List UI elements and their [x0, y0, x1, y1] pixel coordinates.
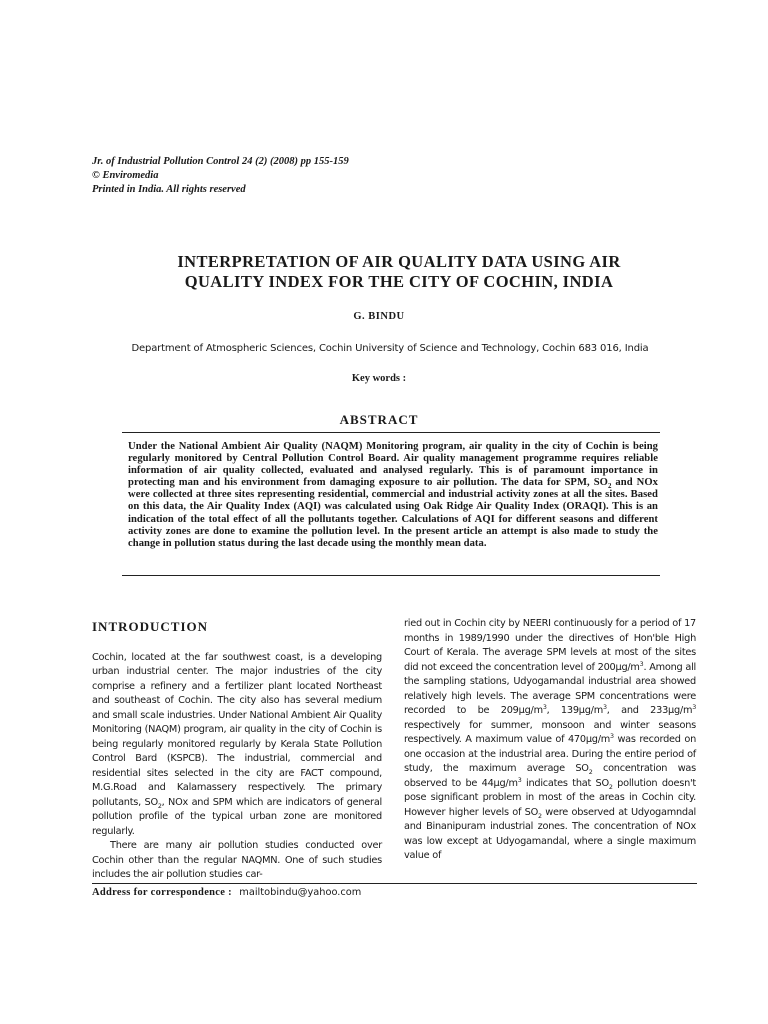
paper-title-line-1: INTERPRETATION OF AIR QUALITY DATA USING AIR [177, 252, 621, 271]
intro-p1-text-2: , NOx and SPM which are indicators of general pollution profile of the typical urban zone are monitored regularly. [92, 796, 382, 837]
abstract-heading: ABSTRACT [339, 412, 419, 427]
journal-rights: Printed in India. All rights reserved [92, 184, 246, 195]
introduction-heading: INTRODUCTION [92, 619, 209, 634]
rc-text-10: were observed at Udyogamndal and Binanipuram industrial zones. The concentration of NOx was low except at Udyogamandal, where a single maximum value of [404, 806, 697, 861]
correspondence-email[interactable]: mailtobindu@yahoo.com [239, 887, 362, 898]
right-column [404, 617, 696, 864]
intro-paragraph-1 [92, 651, 382, 840]
rc-sup-1: 3 [639, 660, 644, 668]
journal-citation: Jr. of Industrial Pollution Control 24 (2) (2008) pp 155-159 [92, 156, 349, 167]
rc-text-2: . Among all the sampling stations, Udyogamandal industrial area showed relatively high levels. The average SPM concentrations were recorded to be 209µg/m [404, 661, 696, 716]
rc-text-4: , and 233µg/m [606, 705, 693, 716]
rc-sup-2: 3 [542, 703, 547, 711]
rc-sup-4: 3 [692, 703, 696, 711]
intro-p1-sub: 2 [157, 802, 162, 810]
author-affiliation: Department of Atmospheric Sciences, Cochin University of Science and Technology, Cochin 683 016, India [131, 343, 649, 354]
abstract-text-2: and NOx were collected at three sites representing residential, commercial and industrial activity zones at all the sites. Based on this data, the Air Quality Index (AQI) was calculated using Oak Ridge Air Quality Index (ORAQI). This is an indication of the total effect of all the pollutants together. Calculations of AQI for different seasons and different activity zones are done to examine the pollution level. In the present article an attempt is also made to study the change in pollution status during the last decade using the monthly mean data. [128, 477, 658, 549]
rc-sub-3: 2 [538, 812, 542, 820]
rc-text-5: respectively for summer, monsoon and winter seasons respectively. A maximum value of 470µg/m [404, 719, 696, 745]
left-column [92, 617, 382, 883]
correspondence-label: Address for correspondence : [92, 887, 232, 898]
rc-sup-3: 3 [602, 703, 607, 711]
correspondence-footer [92, 886, 692, 898]
abstract-sub-1: 2 [607, 483, 612, 491]
rc-sub-1: 2 [588, 768, 593, 776]
intro-paragraph-2: There are many air pollution studies conducted over Cochin other than the regular NAQMN. One of such studies includes the air pollution studies car- [92, 840, 382, 880]
keywords-label: Key words : [351, 373, 407, 384]
rc-text-3: , 139µg/m [546, 705, 603, 716]
intro-p1-text-1: Cochin, located at the far southwest coast, is a developing urban industrial center. The major industries of the city comprise a refinery and a fertilizer plant located Northeast and southeast of Cochin. The city also has several medium and small scale industries. Under National Ambient Air Quality Monitoring (NAQM) program, air quality in the city of Cochin is being regularly monitored regularly by Kerala State Pollution Control Bard (KSPCB). The industrial, commercial and residential sites selected in the city are FACT compound, M.G.Road and Kalamassery respectively. The primary pollutants, SO [92, 651, 382, 808]
rc-sub-2: 2 [608, 783, 613, 791]
journal-copyright: © Enviromedia [92, 170, 159, 181]
rc-text-6: was recorded on one occasion at the industrial area. During the entire period of study, the maximum average SO [404, 734, 696, 774]
journal-info [92, 155, 492, 197]
rc-sup-5: 3 [610, 732, 614, 740]
paper-title-line-2: QUALITY INDEX FOR THE CITY OF COCHIN, INDIA [184, 272, 614, 291]
rc-text-8: indicates that SO [521, 777, 609, 789]
footer-divider [92, 883, 697, 884]
paper-title [100, 252, 698, 292]
rc-sup-6: 3 [517, 776, 522, 784]
abstract-body [128, 441, 658, 550]
right-column-paragraph [404, 617, 696, 864]
rc-text-1: ried out in Cochin city by NEERI continuously for a period of 17 months in 1989/1990 under the directives of Hon'ble High Court of Kerala. The average SPM levels at most of the sites did not exceed the concentration level of 200µg/m [404, 618, 696, 673]
paper-author: G. BINDU [353, 311, 405, 322]
rc-text-7: concentration was observed to be 44µg/m [404, 763, 696, 789]
abstract-text-1: Under the National Ambient Air Quality (NAQM) Monitoring program, air quality in the city of Cochin is being regularly monitored by Central Pollution Control Board. Air quality management programme requires reliable information of air quality collected, evaluated and analysed regularly. This is of paramount importance in protecting man and his environment from damaging exposure to air pollution. The data for SPM, SO [128, 441, 658, 489]
rc-text-9: pollution doesn't pose significant problem in most of the areas in Cochin city. However higher levels of SO [404, 777, 697, 818]
